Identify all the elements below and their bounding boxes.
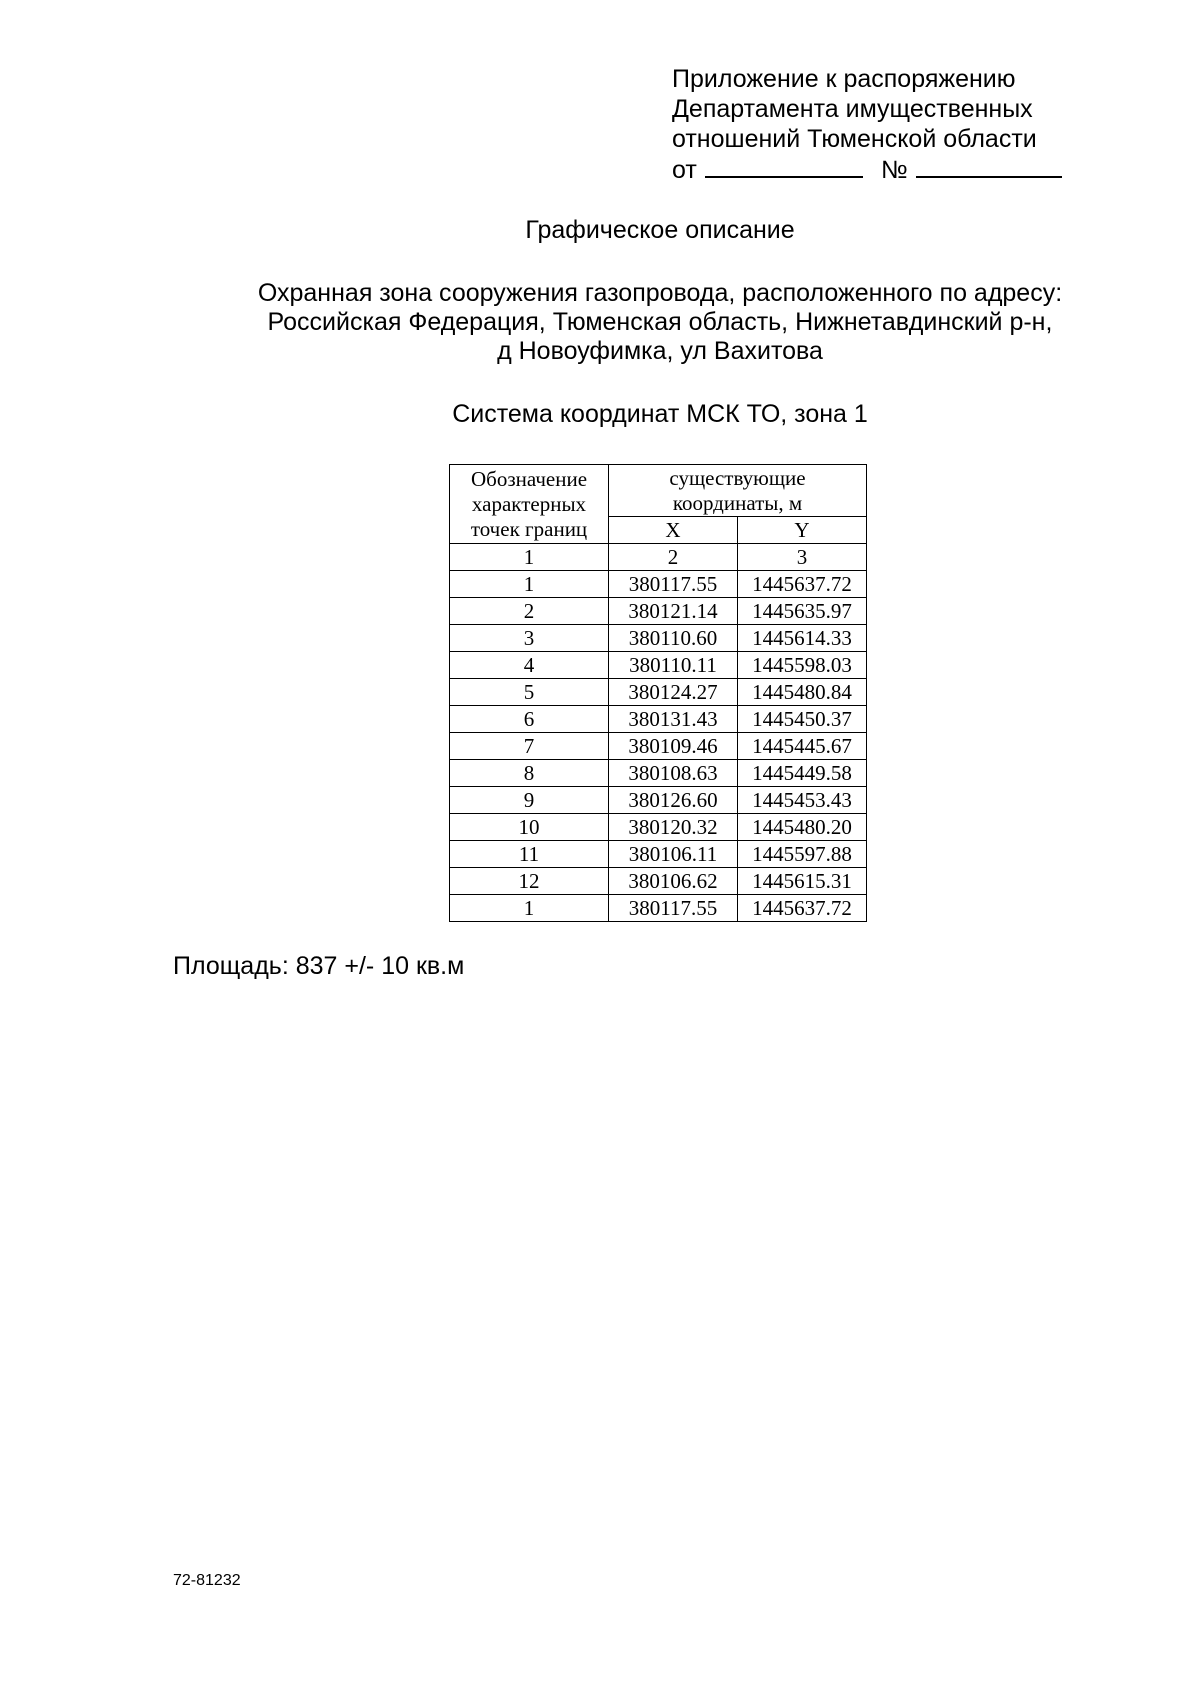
zone-description: [0, 279, 1200, 366]
y-coordinate-cell: 1445637.72: [738, 895, 867, 922]
coordinates-table: [449, 464, 867, 922]
column-number: 1: [450, 544, 609, 571]
zone-description-line-1: Охранная зона сооружения газопровода, расположенного по адресу:: [257, 279, 1063, 307]
y-coordinate-cell: 1445449.58: [738, 760, 867, 787]
point-number-cell: 1: [450, 895, 609, 922]
table-row: [450, 760, 867, 787]
table-row: [450, 868, 867, 895]
zone-description-line-2: Российская Федерация, Тюменская область, Нижнетавдинский р-н,: [267, 308, 1053, 336]
y-coordinate-cell: 1445480.84: [738, 679, 867, 706]
y-coordinate-cell: 1445445.67: [738, 733, 867, 760]
point-number-cell: 12: [450, 868, 609, 895]
coordinate-system: Система координат МСК ТО, зона 1: [452, 400, 868, 428]
table-row: [450, 895, 867, 922]
x-coordinate-cell: 380110.11: [609, 652, 738, 679]
table-row: [450, 652, 867, 679]
column-number: 3: [738, 544, 867, 571]
header-coordinates: существующие координаты, м: [609, 465, 867, 517]
appendix-date-number-line: [672, 154, 1062, 185]
header-y: Y: [738, 517, 867, 544]
point-number-cell: 9: [450, 787, 609, 814]
x-coordinate-cell: 380106.11: [609, 841, 738, 868]
y-coordinate-cell: 1445453.43: [738, 787, 867, 814]
appendix-line-3: отношений Тюменской области: [672, 125, 1037, 153]
x-coordinate-cell: 380109.46: [609, 733, 738, 760]
table-row: [450, 733, 867, 760]
x-coordinate-cell: 380117.55: [609, 895, 738, 922]
y-coordinate-cell: 1445615.31: [738, 868, 867, 895]
table-column-numbers-row: [450, 544, 867, 571]
x-coordinate-cell: 380120.32: [609, 814, 738, 841]
x-coordinate-cell: 380131.43: [609, 706, 738, 733]
y-coordinate-cell: 1445614.33: [738, 625, 867, 652]
point-number-cell: 4: [450, 652, 609, 679]
appendix-header: [672, 64, 1062, 185]
point-number-cell: 7: [450, 733, 609, 760]
table-header-row: [450, 465, 867, 517]
x-coordinate-cell: 380108.63: [609, 760, 738, 787]
appendix-line-2: Департамента имущественных: [672, 95, 1033, 123]
table-row: [450, 625, 867, 652]
x-coordinate-cell: 380106.62: [609, 868, 738, 895]
table-row: [450, 571, 867, 598]
x-coordinate-cell: 380117.55: [609, 571, 738, 598]
point-number-cell: 5: [450, 679, 609, 706]
point-number-cell: 2: [450, 598, 609, 625]
from-label: от: [672, 156, 697, 184]
date-blank: [705, 154, 863, 178]
number-label: №: [880, 156, 908, 184]
table-row: [450, 814, 867, 841]
point-number-cell: 1: [450, 571, 609, 598]
appendix-line-1: Приложение к распоряжению: [672, 65, 1016, 93]
point-number-cell: 11: [450, 841, 609, 868]
zone-description-line-3: д Новоуфимка, ул Вахитова: [497, 337, 823, 365]
area-text: Площадь: 837 +/- 10 кв.м: [173, 952, 465, 980]
column-number: 2: [609, 544, 738, 571]
table-row: [450, 787, 867, 814]
x-coordinate-cell: 380110.60: [609, 625, 738, 652]
table-row: [450, 679, 867, 706]
y-coordinate-cell: 1445597.88: [738, 841, 867, 868]
y-coordinate-cell: 1445598.03: [738, 652, 867, 679]
y-coordinate-cell: 1445637.72: [738, 571, 867, 598]
x-coordinate-cell: 380124.27: [609, 679, 738, 706]
y-coordinate-cell: 1445635.97: [738, 598, 867, 625]
x-coordinate-cell: 380126.60: [609, 787, 738, 814]
table-row: [450, 598, 867, 625]
number-blank: [916, 154, 1062, 178]
document-number: 72-81232: [173, 1572, 241, 1589]
header-points: Обозначение характерных точек границ: [450, 465, 609, 544]
point-number-cell: 8: [450, 760, 609, 787]
header-x: X: [609, 517, 738, 544]
table-row: [450, 706, 867, 733]
document-title: Графическое описание: [525, 216, 795, 244]
y-coordinate-cell: 1445450.37: [738, 706, 867, 733]
point-number-cell: 10: [450, 814, 609, 841]
y-coordinate-cell: 1445480.20: [738, 814, 867, 841]
table-row: [450, 841, 867, 868]
x-coordinate-cell: 380121.14: [609, 598, 738, 625]
point-number-cell: 3: [450, 625, 609, 652]
point-number-cell: 6: [450, 706, 609, 733]
